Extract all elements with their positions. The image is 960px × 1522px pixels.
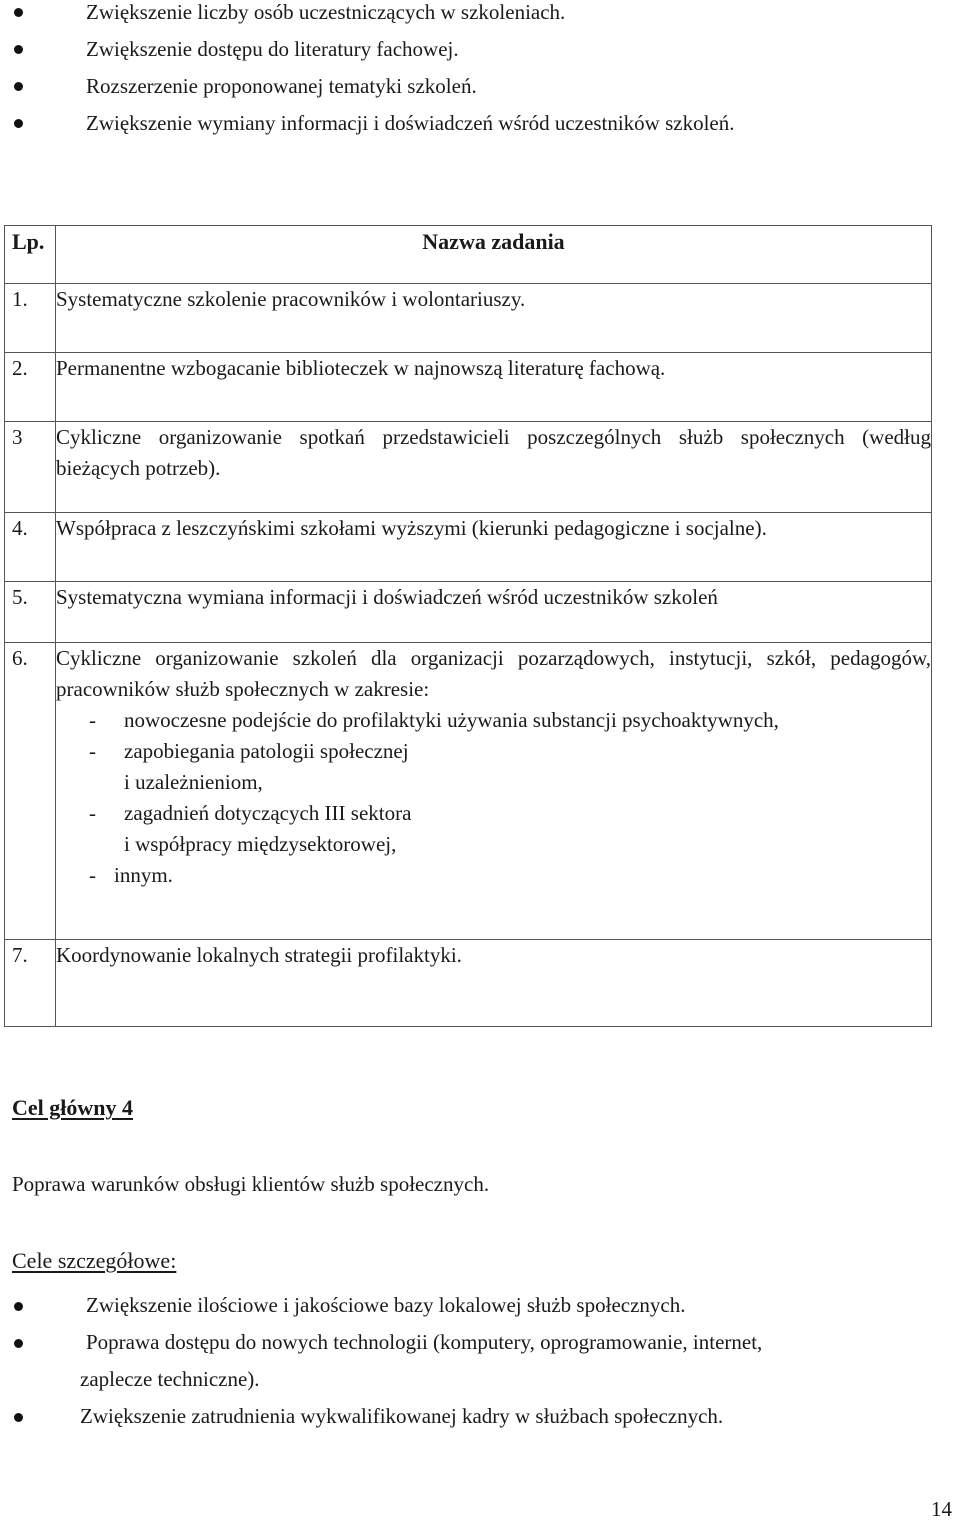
table-row [5, 284, 932, 353]
bullet-icon [14, 45, 23, 54]
page-number: 14 [931, 1497, 952, 1521]
row-text-block [56, 643, 932, 940]
table-row [5, 643, 932, 940]
table-header-row [5, 226, 932, 284]
row-text: Współpraca z leszczyńskimi szkołami wyższymi (kierunki pedagogiczne i socjalne). [56, 513, 932, 582]
list-item: Zwiększenie ilościowe i jakościowe bazy lokalowej służb społecznych. [0, 1287, 762, 1324]
row-text: Systematyczne szkolenie pracowników i wolontariuszy. [56, 284, 932, 353]
sub-item-continuation: i współpracy międzysektorowej, [124, 832, 397, 856]
table-row [5, 353, 932, 422]
row-number: 2. [5, 353, 56, 422]
row-text: Koordynowanie lokalnych strategii profilaktyki. [56, 940, 932, 1027]
sub-item: - nowoczesne podejście do profilaktyki używania substancji psychoaktywnych, [89, 708, 779, 732]
list-item: Rozszerzenie proponowanej tematyki szkoleń. [0, 71, 734, 108]
header-lp: Lp. [5, 226, 56, 284]
list-item: Zwiększenie zatrudnienia wykwalifikowanej kadry w służbach społecznych. [0, 1398, 762, 1435]
row-number: 4. [5, 513, 56, 582]
list-item: Zwiększenie liczby osób uczestniczących w szkoleniach. [0, 0, 734, 34]
table-row [5, 940, 932, 1027]
row-number: 6. [5, 643, 56, 940]
tasks-table [4, 225, 932, 1027]
table-row [5, 513, 932, 582]
row-number: 5. [5, 582, 56, 643]
list-item: Zwiększenie dostępu do literatury fachowej. [0, 34, 734, 71]
bullet-icon [14, 119, 23, 128]
sub-item: - innym. [89, 863, 173, 887]
bullet-icon [14, 1413, 23, 1422]
list-item: Zwiększenie wymiany informacji i doświadczeń wśród uczestników szkoleń. [0, 108, 734, 145]
main-goal-text: Poprawa warunków obsługi klientów służb społecznych. [12, 1172, 490, 1196]
list-item: Poprawa dostępu do nowych technologii (komputery, oprogramowanie, internet, zaplecze techniczne). [0, 1324, 762, 1398]
header-task-name: Nazwa zadania [56, 226, 932, 284]
detailed-goals-heading: Cele szczegółowe: [12, 1248, 177, 1273]
table-row [5, 582, 932, 643]
top-bullet-list [0, 0, 734, 145]
bullet-icon [14, 82, 23, 91]
sub-item: - zagadnień dotyczących III sektora [89, 801, 412, 825]
row-number: 3 [5, 422, 56, 513]
bullet-icon [14, 8, 23, 17]
row-number: 7. [5, 940, 56, 1027]
detailed-goals-list [0, 1287, 762, 1435]
bullet-icon [14, 1339, 23, 1348]
row-number: 1. [5, 284, 56, 353]
main-goal-heading: Cel główny 4 [12, 1095, 133, 1120]
sub-item-continuation: i uzależnieniom, [124, 770, 263, 794]
row-text: Cykliczne organizowanie szkoleń dla organizacji pozarządowych, instytucji, szkół, pedagogów, pracowników służb społecznych w zakresie: [56, 646, 931, 701]
row-text: Permanentne wzbogacanie biblioteczek w najnowszą literaturę fachową. [56, 353, 932, 422]
row-text: Cykliczne organizowanie spotkań przedstawicieli poszczególnych służb społecznych (według bieżących potrzeb). [56, 422, 932, 513]
row-text: Systematyczna wymiana informacji i doświadczeń wśród uczestników szkoleń [56, 582, 932, 643]
bullet-icon [14, 1302, 23, 1311]
sub-item: - zapobiegania patologii społecznej [89, 739, 409, 763]
table-row [5, 422, 932, 513]
